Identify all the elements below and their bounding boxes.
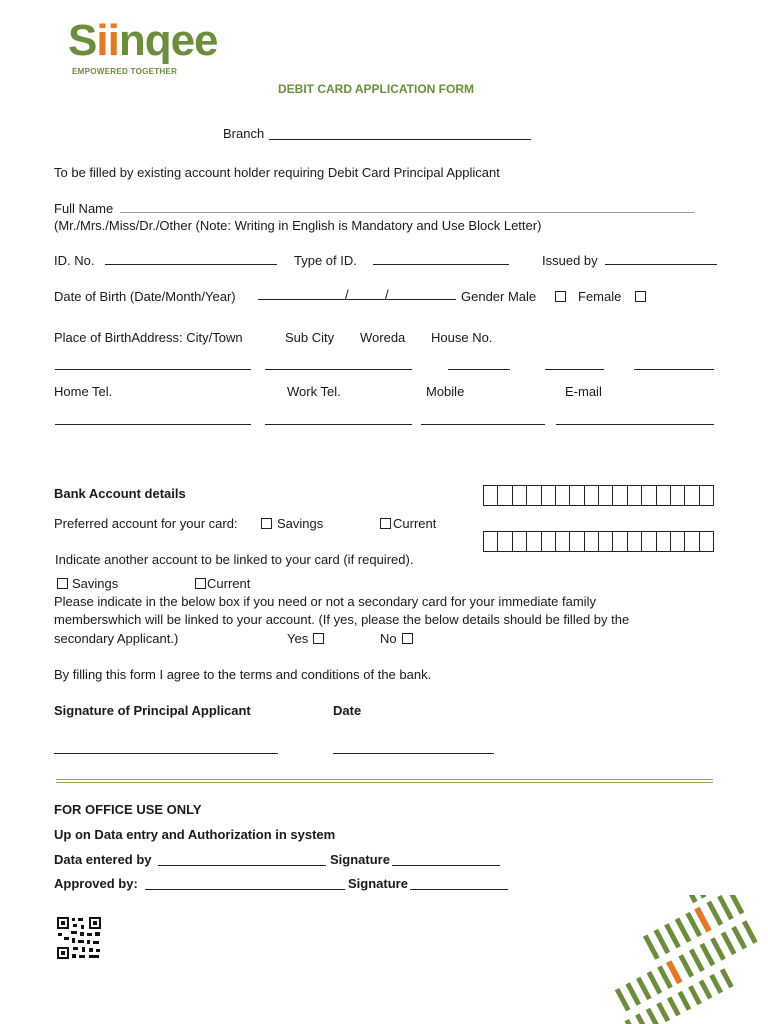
home-tel-field[interactable] [55, 424, 251, 425]
bank-heading: Bank Account details [54, 486, 186, 501]
secondary-card-text: Please indicate in the below box if you need or not a secondary card for your immediate family [54, 594, 596, 609]
id-no-label: ID. No. [54, 253, 95, 268]
brand-tagline: EMPOWERED TOGETHER [72, 67, 178, 76]
preferred-savings-checkbox[interactable] [261, 518, 272, 529]
account-number-boxes-linked[interactable] [483, 531, 714, 552]
preferred-current-checkbox[interactable] [380, 518, 391, 529]
secondary-card-text: memberswhich will be linked to your account. (If yes, please the below details should be filled by the [54, 612, 630, 627]
decorative-brand-pattern-icon [548, 895, 768, 1024]
city-field[interactable] [55, 369, 251, 370]
principal-signature-label: Signature of Principal Applicant [54, 703, 251, 718]
data-entered-by-label: Data entered by [54, 852, 152, 867]
full-name-field[interactable] [120, 212, 694, 213]
secondary-yes-checkbox[interactable] [313, 633, 324, 644]
data-entered-by-field[interactable] [158, 865, 326, 866]
extra-address-field[interactable] [634, 369, 714, 370]
issued-by-label: Issued by [542, 253, 598, 268]
approved-by-label: Approved by: [54, 876, 138, 891]
branch-label: Branch [223, 126, 265, 141]
id-type-field[interactable] [373, 264, 509, 265]
branch-field[interactable] [269, 139, 531, 140]
woreda-field[interactable] [448, 369, 510, 370]
principal-signature-field[interactable] [54, 753, 278, 754]
office-use-heading: FOR OFFICE USE ONLY [54, 802, 202, 817]
secondary-no-label: No [380, 631, 397, 646]
secondary-no-checkbox[interactable] [402, 633, 413, 644]
intro-text: To be filled by existing account holder requiring Debit Card Principal Applicant [54, 165, 500, 180]
sub-city-field[interactable] [265, 369, 412, 370]
dob-label: Date of Birth (Date/Month/Year) [54, 289, 236, 304]
email-label: E-mail [565, 384, 602, 399]
entered-signature-field[interactable] [392, 865, 500, 866]
linked-current-checkbox[interactable] [195, 578, 206, 589]
home-tel-label: Home Tel. [54, 384, 113, 399]
agreement-text: By filling this form I agree to the terms and conditions of the bank. [54, 667, 432, 682]
page-title: DEBIT CARD APPLICATION FORM [278, 82, 474, 96]
linked-account-text: Indicate another account to be linked to your card (if required). [55, 552, 414, 567]
preferred-savings-label: Savings [277, 516, 324, 531]
signature-date-field[interactable] [333, 753, 494, 754]
section-divider [56, 782, 713, 783]
brand-logo: Siinqee [68, 16, 218, 65]
mobile-field[interactable] [421, 424, 545, 425]
gender-male-label: Gender Male [461, 289, 537, 304]
office-use-subheading: Up on Data entry and Authorization in system [54, 827, 336, 842]
house-no-label: House No. [431, 330, 493, 345]
secondary-card-text: secondary Applicant.) [54, 631, 179, 646]
work-tel-field[interactable] [265, 424, 412, 425]
linked-current-label: Current [207, 576, 251, 591]
email-field[interactable] [556, 424, 714, 425]
secondary-yes-label: Yes [287, 631, 309, 646]
account-number-boxes-primary[interactable] [483, 485, 714, 506]
house-no-field[interactable] [545, 369, 604, 370]
approved-signature-label: Signature [348, 876, 408, 891]
qr-code-icon [56, 916, 102, 960]
sub-city-label: Sub City [285, 330, 335, 345]
approved-by-field[interactable] [145, 889, 345, 890]
id-type-label: Type of ID. [294, 253, 357, 268]
place-of-birth-label: Place of BirthAddress: City/Town [54, 330, 243, 345]
woreda-label: Woreda [360, 330, 406, 345]
dob-slash: / [385, 287, 389, 302]
entered-signature-label: Signature [330, 852, 390, 867]
preferred-account-label: Preferred account for your card: [54, 516, 238, 531]
approved-signature-field[interactable] [410, 889, 508, 890]
linked-savings-label: Savings [72, 576, 119, 591]
preferred-current-label: Current [393, 516, 437, 531]
linked-savings-checkbox[interactable] [57, 578, 68, 589]
id-no-field[interactable] [105, 264, 277, 265]
full-name-label: Full Name [54, 201, 114, 216]
gender-female-label: Female [578, 289, 622, 304]
mobile-label: Mobile [426, 384, 465, 399]
full-name-note: (Mr./Mrs./Miss/Dr./Other (Note: Writing in English is Mandatory and Use Block Letter) [54, 218, 542, 233]
issued-by-field[interactable] [605, 264, 717, 265]
signature-date-label: Date [333, 703, 362, 718]
dob-field[interactable] [258, 299, 456, 300]
work-tel-label: Work Tel. [287, 384, 341, 399]
dob-slash: / [345, 287, 349, 302]
section-divider [56, 779, 713, 780]
gender-female-checkbox[interactable] [635, 291, 646, 302]
gender-male-checkbox[interactable] [555, 291, 566, 302]
